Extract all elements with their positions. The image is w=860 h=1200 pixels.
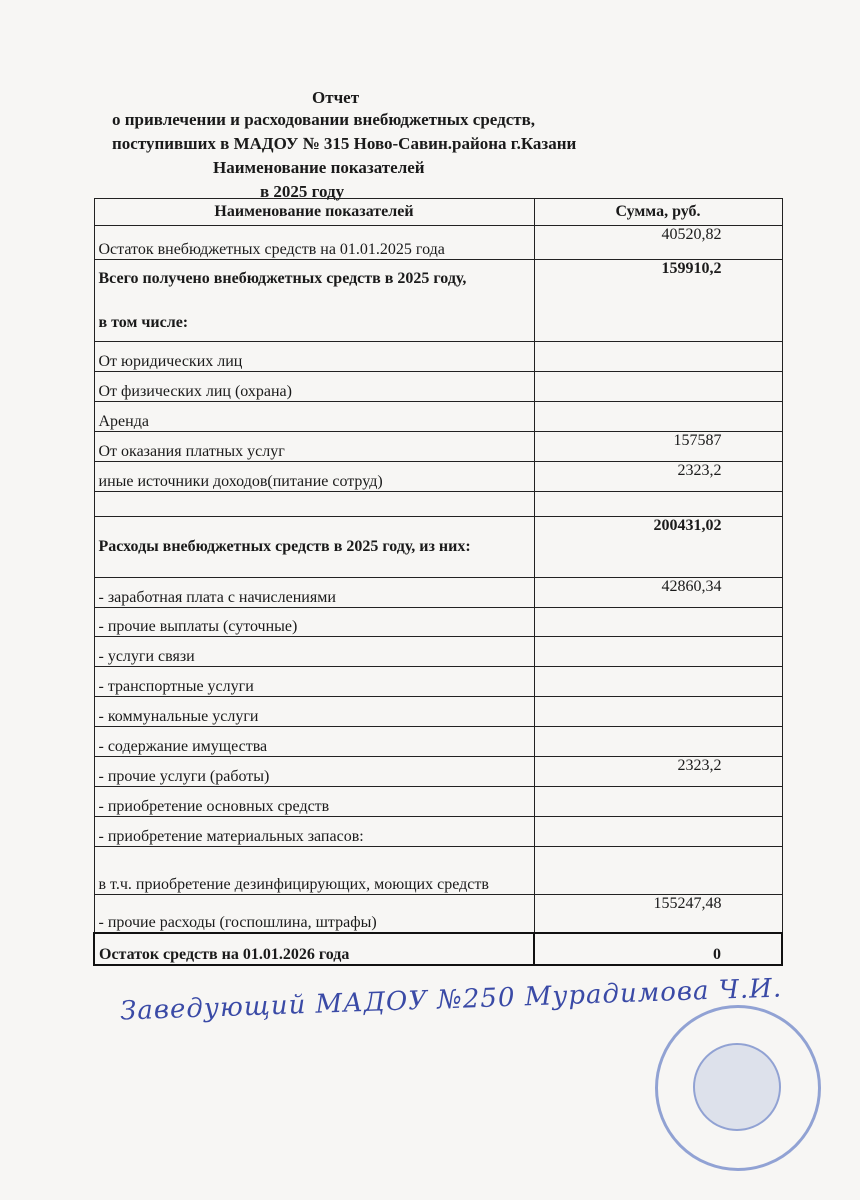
row-label — [94, 578, 534, 608]
table-row — [94, 578, 782, 608]
row-value — [534, 402, 782, 432]
row-label-text: - коммунальные услуги — [98, 708, 259, 725]
row-label — [94, 933, 534, 965]
row-value: 155247,48 — [534, 895, 782, 933]
report-title: Отчет — [312, 88, 360, 107]
row-value: 157587 — [534, 432, 782, 462]
row-label-text: Остаток средств на 01.01.2026 года — [99, 945, 350, 963]
row-label-text: От юридических лиц — [98, 353, 243, 370]
row-label-text: - приобретение материальных запасов: — [98, 828, 364, 845]
row-label-text: иные источники доходов(питание сотруд) — [98, 473, 383, 490]
row-label — [94, 462, 534, 492]
row-value: 200431,02 — [534, 517, 782, 578]
table-row — [94, 517, 782, 578]
report-indicators-heading: Наименование показателей — [213, 158, 425, 177]
table-row — [94, 637, 782, 667]
report-table — [93, 198, 783, 966]
row-label-text: От физических лиц (охрана) — [98, 383, 292, 400]
row-label — [94, 342, 534, 372]
table-row — [94, 847, 782, 895]
table-row — [94, 608, 782, 637]
handwritten-signature: Заведующий МАДОУ №250 Мурадимова Ч.И. — [119, 973, 783, 1027]
table-row — [94, 757, 782, 787]
row-label-text: - прочие выплаты (суточные) — [98, 618, 298, 635]
row-value: 0 — [534, 933, 782, 965]
row-label — [94, 637, 534, 667]
row-value — [534, 667, 782, 697]
table-row — [94, 895, 782, 933]
row-label — [94, 757, 534, 787]
table-row — [94, 226, 782, 260]
table-row — [94, 817, 782, 847]
table-row — [94, 432, 782, 462]
row-label-text: От оказания платных услуг — [98, 443, 285, 460]
table-header — [94, 199, 782, 226]
table-row — [94, 933, 782, 965]
row-value: 159910,2 — [534, 260, 782, 342]
row-label-text: Остаток внебюджетных средств на 01.01.2025 года — [98, 241, 445, 258]
report-subtitle: о привлечении и расходовании внебюджетных средств, — [112, 110, 536, 129]
row-label — [94, 432, 534, 462]
row-value — [534, 817, 782, 847]
column-header-name: Наименование показателей — [94, 199, 534, 226]
table-row — [94, 342, 782, 372]
row-label — [94, 226, 534, 260]
row-label — [94, 402, 534, 432]
row-label-text: в т.ч. приобретение дезинфицирующих, моющих средств — [98, 876, 489, 893]
table-row — [94, 787, 782, 817]
column-header-sum: Сумма, руб. — [534, 199, 782, 226]
row-label-text: - прочие услуги (работы) — [98, 768, 270, 785]
row-label-text: - заработная плата с начислениями — [98, 589, 336, 606]
row-value: 2323,2 — [534, 462, 782, 492]
row-label — [94, 260, 534, 342]
row-label-text: Всего получено внебюджетных средств в 2025 году, — [98, 270, 467, 287]
row-value — [534, 492, 782, 517]
table-row — [94, 492, 782, 517]
row-value: 40520,82 — [534, 226, 782, 260]
row-value: 2323,2 — [534, 757, 782, 787]
report-institution: поступивших в МАДОУ № 315 Ново-Савин.района г.Казани — [112, 134, 577, 153]
row-label — [94, 667, 534, 697]
table-row — [94, 372, 782, 402]
row-value — [534, 342, 782, 372]
row-label-text: - приобретение основных средств — [98, 798, 330, 815]
row-label — [94, 847, 534, 895]
table-row — [94, 667, 782, 697]
row-label — [94, 817, 534, 847]
row-value — [534, 637, 782, 667]
row-label-text: - прочие расходы (госпошлина, штрафы) — [98, 913, 377, 931]
row-label — [94, 492, 534, 517]
row-value — [534, 697, 782, 727]
report-year: в 2025 году — [260, 182, 345, 201]
row-value — [534, 608, 782, 637]
row-label — [94, 895, 534, 933]
row-value — [534, 372, 782, 402]
row-label-text: Расходы внебюджетных средств в 2025 году, из них: — [98, 538, 471, 555]
table-row — [94, 697, 782, 727]
table-row — [94, 402, 782, 432]
stamp-emblem — [693, 1043, 781, 1131]
official-stamp — [655, 1005, 821, 1171]
row-label — [94, 697, 534, 727]
row-value — [534, 787, 782, 817]
row-value — [534, 847, 782, 895]
row-label-text: - содержание имущества — [98, 738, 268, 755]
row-label — [94, 727, 534, 757]
row-label-subtext: в том числе: — [98, 314, 189, 331]
row-label — [94, 608, 534, 637]
row-label-text: - транспортные услуги — [98, 678, 254, 695]
row-label-text: - услуги связи — [98, 648, 195, 665]
row-label — [94, 517, 534, 578]
row-label — [94, 372, 534, 402]
row-label-text: Аренда — [98, 413, 149, 430]
table-row — [94, 260, 782, 342]
table-row — [94, 727, 782, 757]
row-label — [94, 787, 534, 817]
row-value — [534, 727, 782, 757]
table-row — [94, 462, 782, 492]
row-value: 42860,34 — [534, 578, 782, 608]
